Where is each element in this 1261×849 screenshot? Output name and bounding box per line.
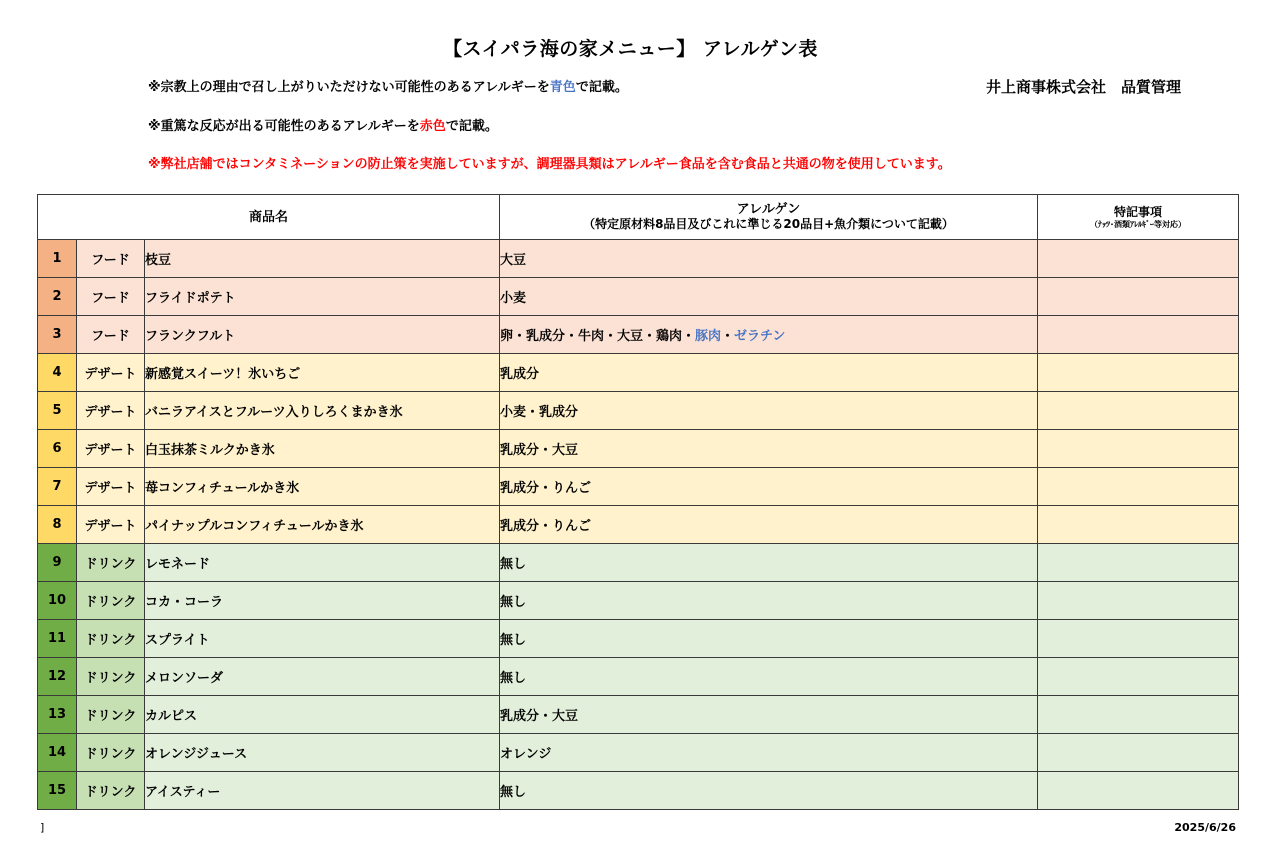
row-item-name: 枝豆 <box>145 240 500 278</box>
row-category: ドリンク <box>77 582 145 620</box>
company-name: 井上商事株式会社 品質管理 <box>986 78 1182 96</box>
row-category: デザート <box>77 392 145 430</box>
note-religious-text: ※宗教上の理由で召し上がりいただけない可能性のあるアレルギーを <box>148 80 550 95</box>
row-allergens <box>500 278 1038 316</box>
header-allergen-sub: （特定原材料8品目及びこれに準じる20品目+魚介類について記載） <box>583 217 954 231</box>
row-category: フード <box>77 316 145 354</box>
header-allergen-title: アレルゲン <box>736 202 801 217</box>
row-category: フード <box>77 240 145 278</box>
allergen-segment: 乳成分・大豆 <box>500 443 579 458</box>
table-row <box>38 582 1239 620</box>
allergen-segment: 無し <box>500 633 527 648</box>
row-item-name: 苺コンフィチュールかき氷 <box>145 468 500 506</box>
row-allergens <box>500 430 1038 468</box>
table-row <box>38 354 1239 392</box>
allergen-segment: 乳成分・大豆 <box>500 709 579 724</box>
row-number: 1 <box>38 240 77 278</box>
row-number: 9 <box>38 544 77 582</box>
note-severe <box>148 115 498 134</box>
row-allergens <box>500 544 1038 582</box>
row-special-notes <box>1038 544 1239 582</box>
row-category: ドリンク <box>77 658 145 696</box>
row-item-name: フライドポテト <box>145 278 500 316</box>
row-allergens <box>500 392 1038 430</box>
header-special-sub: （ﾅｯﾂ･酒類ｱﾚﾙｷﾞｰ等対応） <box>1090 219 1186 229</box>
table-body <box>38 240 1239 810</box>
row-number: 13 <box>38 696 77 734</box>
note-severe-suffix: で記載。 <box>445 119 498 134</box>
row-special-notes <box>1038 316 1239 354</box>
row-special-notes <box>1038 354 1239 392</box>
row-item-name: コカ・コーラ <box>145 582 500 620</box>
allergen-segment: 無し <box>500 785 527 800</box>
allergen-table <box>37 194 1239 810</box>
note-red-word: 赤色 <box>419 119 446 134</box>
allergen-segment: 乳成分・りんご <box>500 481 592 496</box>
allergen-segment: ・ <box>721 329 735 344</box>
row-allergens <box>500 354 1038 392</box>
row-number: 3 <box>38 316 77 354</box>
row-special-notes <box>1038 734 1239 772</box>
row-item-name: レモネード <box>145 544 500 582</box>
row-item-name: バニラアイスとフルーツ入りしろくまかき氷 <box>145 392 500 430</box>
row-allergens <box>500 582 1038 620</box>
page-title: 【スイパラ海の家メニュー】 アレルゲン表 <box>443 38 818 60</box>
footer-date: 2025/6/26 <box>1174 821 1236 834</box>
row-number: 2 <box>38 278 77 316</box>
table-row <box>38 240 1239 278</box>
row-item-name: アイスティー <box>145 772 500 810</box>
table-row <box>38 658 1239 696</box>
row-special-notes <box>1038 506 1239 544</box>
row-special-notes <box>1038 582 1239 620</box>
row-allergens <box>500 506 1038 544</box>
table-row <box>38 772 1239 810</box>
note-religious <box>148 76 628 95</box>
row-special-notes <box>1038 772 1239 810</box>
row-category: デザート <box>77 506 145 544</box>
row-special-notes <box>1038 240 1239 278</box>
row-number: 12 <box>38 658 77 696</box>
row-allergens <box>500 734 1038 772</box>
note-severe-text: ※重篤な反応が出る可能性のあるアレルギーを <box>148 119 420 134</box>
row-allergens <box>500 240 1038 278</box>
footer-mark: ] <box>40 821 45 834</box>
row-category: デザート <box>77 468 145 506</box>
allergen-segment: 無し <box>500 557 527 572</box>
row-special-notes <box>1038 468 1239 506</box>
row-allergens <box>500 316 1038 354</box>
row-number: 14 <box>38 734 77 772</box>
header-special-title: 特記事項 <box>1113 204 1162 219</box>
table-row <box>38 620 1239 658</box>
row-item-name: メロンソーダ <box>145 658 500 696</box>
note-religious-suffix: で記載。 <box>575 80 628 95</box>
note-blue-word: 青色 <box>549 80 576 95</box>
row-number: 4 <box>38 354 77 392</box>
row-special-notes <box>1038 392 1239 430</box>
row-category: ドリンク <box>77 734 145 772</box>
row-item-name: 新感覚スイーツ！氷いちご <box>145 354 500 392</box>
table-row <box>38 696 1239 734</box>
row-item-name: カルピス <box>145 696 500 734</box>
row-allergens <box>500 772 1038 810</box>
row-category: ドリンク <box>77 696 145 734</box>
table-row <box>38 392 1239 430</box>
row-allergens <box>500 658 1038 696</box>
row-number: 11 <box>38 620 77 658</box>
table-row <box>38 734 1239 772</box>
row-allergens <box>500 620 1038 658</box>
allergen-segment: ゼラチン <box>734 329 786 344</box>
row-number: 7 <box>38 468 77 506</box>
allergen-segment: 大豆 <box>500 253 527 268</box>
row-allergens <box>500 696 1038 734</box>
row-special-notes <box>1038 430 1239 468</box>
allergen-segment: 卵・乳成分・牛肉・大豆・鶏肉・ <box>500 329 696 344</box>
row-number: 10 <box>38 582 77 620</box>
table-row <box>38 544 1239 582</box>
row-special-notes <box>1038 620 1239 658</box>
table-row <box>38 316 1239 354</box>
row-special-notes <box>1038 278 1239 316</box>
table-row <box>38 278 1239 316</box>
allergen-segment: 無し <box>500 595 527 610</box>
row-item-name: オレンジジュース <box>145 734 500 772</box>
row-category: ドリンク <box>77 772 145 810</box>
row-category: ドリンク <box>77 620 145 658</box>
header-special <box>1038 195 1239 240</box>
row-item-name: フランクフルト <box>145 316 500 354</box>
header-product: 商品名 <box>38 195 500 240</box>
table-row <box>38 468 1239 506</box>
row-category: ドリンク <box>77 544 145 582</box>
row-item-name: スプライト <box>145 620 500 658</box>
row-number: 15 <box>38 772 77 810</box>
table-row <box>38 506 1239 544</box>
row-number: 8 <box>38 506 77 544</box>
allergen-segment: 小麦・乳成分 <box>500 405 579 420</box>
allergen-segment: オレンジ <box>500 747 552 762</box>
row-special-notes <box>1038 658 1239 696</box>
note-contamination: ※弊社店舗ではコンタミネーションの防止策を実施していますが、調理器具類はアレルギー食品を含む食品と共通の物を使用しています。 <box>148 157 951 172</box>
row-allergens <box>500 468 1038 506</box>
allergen-segment: 小麦 <box>500 291 527 306</box>
row-special-notes <box>1038 696 1239 734</box>
allergen-segment: 豚肉 <box>695 329 722 344</box>
table-header-row <box>38 195 1239 240</box>
allergen-segment: 乳成分・りんご <box>500 519 592 534</box>
row-item-name: パイナップルコンフィチュールかき氷 <box>145 506 500 544</box>
row-category: デザート <box>77 354 145 392</box>
allergen-segment: 乳成分 <box>500 367 540 382</box>
row-number: 6 <box>38 430 77 468</box>
row-category: フード <box>77 278 145 316</box>
row-category: デザート <box>77 430 145 468</box>
row-item-name: 白玉抹茶ミルクかき氷 <box>145 430 500 468</box>
header-allergen <box>500 195 1038 240</box>
row-number: 5 <box>38 392 77 430</box>
allergen-segment: 無し <box>500 671 527 686</box>
table-row <box>38 430 1239 468</box>
